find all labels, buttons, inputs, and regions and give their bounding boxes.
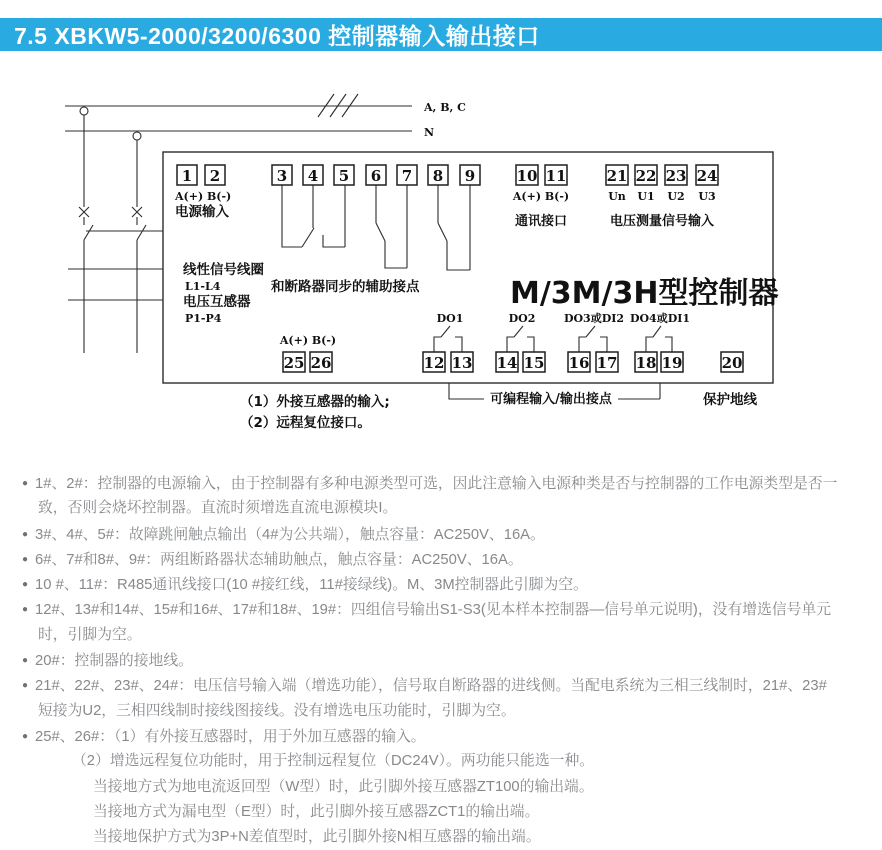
note-line-8d [8, 800, 880, 825]
bullet-icon: ● [22, 730, 29, 742]
terminal-25: 25 [283, 354, 305, 372]
bus-label-n: N [424, 126, 435, 139]
supply-bus-lines [65, 94, 412, 140]
bullet-icon: ● [22, 680, 29, 692]
note-text: 致，否则会烧坏控制器。直流时须增选直流电源模块I。 [38, 500, 398, 517]
terminal-21: 21 [606, 167, 628, 185]
section-title: 7.5 XBKW5-2000/3200/6300 控制器输入输出接口 [14, 23, 540, 49]
bullet-icon: ● [22, 478, 29, 489]
note-text: 当接地方式为地电流返回型（W型）时，此引脚外接互感器ZT100的输出端。 [93, 778, 594, 795]
note-line-8b [8, 749, 880, 774]
terminal-9: 9 [464, 167, 476, 185]
terminal-10: 10 [516, 167, 538, 185]
diagram-note-2: （2）远程复位接口。 [240, 415, 371, 431]
power-polarity-label: A(+) B(-) [175, 190, 232, 203]
terminal-23: 23 [665, 167, 687, 185]
ext-ct-polarity-label: A(+) B(-) [279, 334, 337, 347]
protective-earth-label: 保护地线 [703, 392, 757, 408]
terminal-19: 19 [661, 354, 683, 372]
note-line-8 [8, 724, 880, 749]
terminal-16: 16 [568, 354, 590, 372]
terminal-1: 1 [181, 167, 193, 185]
do4-di1-label: DO4或DI1 [629, 312, 691, 325]
note-text: （2）增选远程复位功能时，用于控制远程复位（DC24V）。两功能只能选一种。 [72, 753, 595, 770]
pt-label: 电压互感器 [183, 294, 251, 310]
terminal-26: 26 [310, 354, 332, 372]
terminal-14: 14 [496, 354, 518, 372]
pt-range-label: P1-P4 [185, 312, 222, 325]
diagram-note-1: （1）外接互感器的输入; [240, 394, 390, 410]
note-line-5 [8, 597, 880, 622]
aux-contact-label: 和断路器同步的辅助接点 [271, 279, 420, 295]
tap-node-abc [80, 107, 88, 115]
terminal-11: 11 [545, 167, 567, 185]
note-line-1 [8, 471, 880, 496]
do2-label: DO2 [508, 312, 536, 325]
note-text: 25#、26#：（1）有外接互感器时，用于外加互感器的输入。 [35, 728, 426, 745]
note-line-5b [8, 623, 880, 648]
note-line-4 [8, 572, 880, 597]
voltage-name-u2: U2 [667, 190, 685, 203]
terminal-8: 8 [432, 167, 444, 185]
terminal-18: 18 [635, 354, 657, 372]
voltage-name-u1: U1 [637, 190, 655, 203]
section-header-bar [0, 18, 882, 51]
do3-di2-label: DO3或DI2 [563, 312, 625, 325]
terminal-17: 17 [596, 354, 618, 372]
note-line-8c [8, 775, 880, 800]
comm-polarity-label: A(+) B(-) [512, 190, 570, 203]
note-text: 6#、7#和8#、9#：两组断路器状态辅助触点，触点容量：AC250V、16A。 [35, 551, 523, 568]
note-text: 短接为U2，三相四线制时接线图接线。没有增选电压功能时，引脚为空。 [38, 702, 516, 719]
bullet-icon: ● [22, 528, 29, 540]
voltage-name-u3: U3 [698, 190, 716, 203]
note-line-7 [8, 673, 880, 698]
terminal-13: 13 [451, 354, 473, 372]
controller-title: M/3M/3H型控制器 [510, 276, 779, 311]
voltage-input-label: 电压测量信号输入 [609, 214, 715, 229]
do1-label: DO1 [436, 312, 464, 325]
bullet-icon: ● [22, 655, 29, 667]
note-text: 时，引脚为空。 [38, 626, 142, 643]
wiring-diagram-svg [0, 85, 882, 437]
coil-range-label: L1-L4 [185, 280, 221, 293]
note-text: 当接地方式为漏电型（E型）时，此引脚外接互感器ZCT1的输出端。 [93, 803, 540, 820]
tap-node-n [133, 132, 141, 140]
terminal-15: 15 [523, 354, 545, 372]
note-line-2 [8, 522, 880, 547]
note-text: 20#：控制器的接地线。 [35, 653, 193, 670]
terminal-20: 20 [721, 354, 743, 372]
note-line-6 [8, 648, 880, 673]
wiring-diagram [0, 85, 882, 437]
note-text: 3#、4#、5#：故障跳闸触点输出（4#为公共端），触点容量：AC250V、16A。 [35, 526, 545, 543]
terminal-12: 12 [423, 354, 445, 372]
terminal-6: 6 [370, 167, 382, 185]
power-input-label: 电源输入 [175, 204, 229, 220]
terminal-2: 2 [209, 167, 221, 185]
terminal-notes-list [8, 471, 880, 850]
comm-port-label: 通讯接口 [514, 214, 568, 229]
bullet-icon: ● [22, 579, 29, 591]
terminal-3: 3 [276, 167, 288, 185]
bullet-icon: ● [22, 604, 29, 616]
terminal-24: 24 [696, 167, 718, 185]
note-line-3 [8, 547, 880, 572]
bullet-icon: ● [22, 553, 29, 565]
note-line-1b [8, 496, 880, 521]
note-text: 10 #、11#：R485通讯线接口(10 #接红线，11#接绿线)。M、3M控制器此引脚为空。 [35, 577, 588, 594]
note-line-7b [8, 699, 880, 724]
terminal-4: 4 [307, 167, 319, 185]
note-line-8e [8, 825, 880, 850]
note-text: 当接地保护方式为3P+N差值型时，此引脚外接N相互感器的输出端。 [93, 829, 541, 846]
terminal-5: 5 [338, 167, 350, 185]
bus-label-abc: A, B, C [424, 101, 466, 114]
note-text: 12#、13#和14#、15#和16#、17#和18#、19#：四组信号输出S1-S3(见本样本控制器—信号单元说明)，没有增选信号单元 [35, 602, 832, 619]
terminal-7: 7 [401, 167, 413, 185]
linear-coil-label: 线性信号线圈 [183, 262, 264, 278]
terminal-22: 22 [635, 167, 657, 185]
voltage-name-un: Un [608, 190, 626, 203]
note-text: 1#、2#：控制器的电源输入，由于控制器有多种电源类型可选，因此注意输入电源种类是否与控制器的工作电源类型是否一 [35, 476, 838, 492]
prog-io-label: 可编程输入/输出接点 [490, 392, 612, 407]
note-text: 21#、22#、23#、24#：电压信号输入端（增选功能），信号取自断路器的进线侧。当配电系统为三相三线制时，21#、23# [35, 678, 827, 695]
